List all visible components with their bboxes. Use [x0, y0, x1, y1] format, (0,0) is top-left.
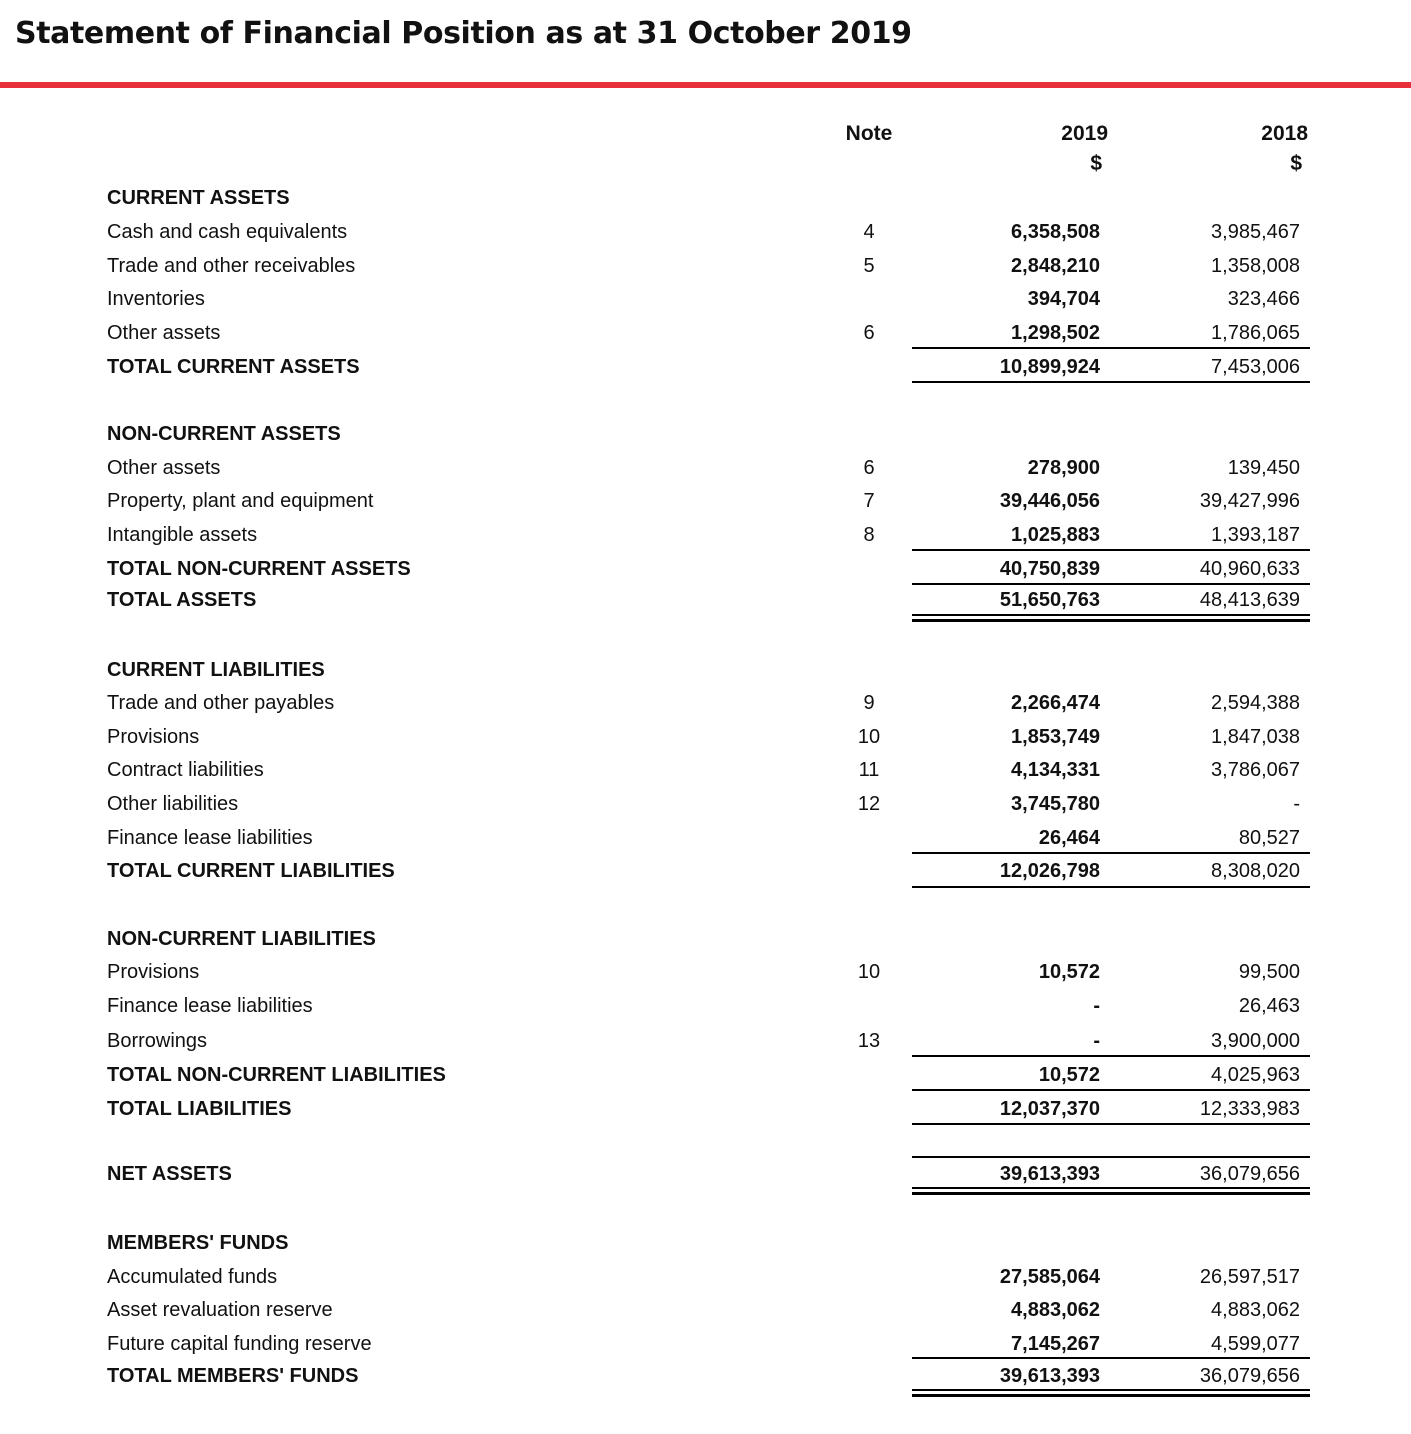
- row-label: TOTAL NON-CURRENT ASSETS: [107, 558, 411, 580]
- row-value-2019: 1,298,502: [1011, 322, 1100, 344]
- year-2018-header: 2018: [1261, 122, 1308, 145]
- table-row: [0, 656, 1411, 690]
- row-value-2018: 26,597,517: [1199, 1266, 1300, 1288]
- row-label: Intangible assets: [107, 524, 258, 546]
- row-value-2018: 4,025,963: [1211, 1064, 1300, 1086]
- row-note: 13: [857, 1030, 881, 1052]
- subtotal-rule: [912, 852, 1310, 854]
- row-value-2018: 99,500: [1238, 961, 1300, 983]
- table-row: [0, 958, 1411, 992]
- row-value-2019: 51,650,763: [999, 589, 1100, 611]
- row-value-2018: 1,847,038: [1211, 726, 1300, 748]
- row-label: CURRENT ASSETS: [107, 187, 290, 209]
- subtotal-rule: [912, 347, 1310, 349]
- row-value-2019: 27,585,064: [999, 1266, 1100, 1288]
- row-note: 7: [863, 490, 875, 512]
- row-value-2019: 1,025,883: [1011, 524, 1100, 546]
- subtotal-rule: [912, 1156, 1310, 1158]
- title-underline: [0, 82, 1411, 88]
- row-label: Asset revaluation reserve: [107, 1299, 333, 1321]
- row-label: NON-CURRENT LIABILITIES: [107, 928, 376, 950]
- row-value-2018: 3,786,067: [1211, 759, 1300, 781]
- table-row: [0, 252, 1411, 286]
- row-value-2019: 10,572: [1038, 1064, 1100, 1086]
- row-value-2018: 40,960,633: [1199, 558, 1300, 580]
- row-label: Finance lease liabilities: [107, 995, 313, 1017]
- table-row: [0, 992, 1411, 1026]
- row-value-2019: 4,883,062: [1011, 1299, 1100, 1321]
- double-rule-top: [912, 1187, 1310, 1189]
- row-note: 10: [857, 726, 881, 748]
- row-label: NET ASSETS: [107, 1163, 232, 1185]
- row-note: 12: [857, 793, 881, 815]
- total-rule: [912, 381, 1310, 383]
- row-label: Other assets: [107, 322, 221, 344]
- row-value-2019: 2,848,210: [1011, 255, 1100, 277]
- row-note: 6: [863, 322, 875, 344]
- table-row: [0, 420, 1411, 454]
- table-row: [0, 723, 1411, 757]
- double-rule-bottom: [912, 1394, 1310, 1397]
- row-label: MEMBERS' FUNDS: [107, 1232, 289, 1254]
- row-label: Trade and other receivables: [107, 255, 356, 277]
- row-value-2019: 26,464: [1038, 827, 1100, 849]
- row-value-2019: 278,900: [1027, 457, 1100, 479]
- row-value-2018: 7,453,006: [1211, 356, 1300, 378]
- total-rule: [912, 886, 1310, 888]
- row-label: Contract liabilities: [107, 759, 264, 781]
- subtotal-rule: [912, 1055, 1310, 1057]
- row-note: 8: [863, 524, 875, 546]
- row-value-2018: 3,985,467: [1211, 221, 1300, 243]
- table-row: [0, 454, 1411, 488]
- row-value-2018: 26,463: [1238, 995, 1300, 1017]
- table-row: [0, 1263, 1411, 1297]
- subtotal-rule: [912, 1357, 1310, 1359]
- double-rule-top: [912, 1389, 1310, 1391]
- row-note: 5: [863, 255, 875, 277]
- row-value-2018: 1,393,187: [1211, 524, 1300, 546]
- row-label: CURRENT LIABILITIES: [107, 659, 325, 681]
- row-label: Finance lease liabilities: [107, 827, 313, 849]
- row-value-2018: -: [1293, 793, 1300, 815]
- total-rule: [912, 1123, 1310, 1125]
- row-value-2018: 80,527: [1238, 827, 1300, 849]
- row-value-2018: 139,450: [1227, 457, 1300, 479]
- table-row: [0, 285, 1411, 319]
- currency-2019-header: $: [1090, 152, 1102, 175]
- row-label: TOTAL MEMBERS' FUNDS: [107, 1365, 359, 1387]
- subtotal-rule: [912, 1089, 1310, 1091]
- row-note: 6: [863, 457, 875, 479]
- row-label: TOTAL CURRENT LIABILITIES: [107, 860, 395, 882]
- page-title: Statement of Financial Position as at 31 October 2019: [15, 16, 912, 51]
- row-note: 10: [857, 961, 881, 983]
- double-rule-top: [912, 614, 1310, 616]
- year-2019-header: 2019: [1061, 122, 1108, 145]
- row-value-2018: 36,079,656: [1199, 1163, 1300, 1185]
- row-value-2018: 323,466: [1227, 288, 1300, 310]
- row-value-2019: 1,853,749: [1011, 726, 1100, 748]
- note-column-header: Note: [845, 122, 893, 145]
- row-value-2019: 12,026,798: [999, 860, 1100, 882]
- row-value-2018: 2,594,388: [1211, 692, 1300, 714]
- row-value-2019: 39,446,056: [999, 490, 1100, 512]
- row-value-2018: 4,599,077: [1211, 1333, 1300, 1355]
- table-row: [0, 756, 1411, 790]
- row-label: Provisions: [107, 961, 200, 983]
- row-label: Future capital funding reserve: [107, 1333, 372, 1355]
- row-label: TOTAL LIABILITIES: [107, 1098, 292, 1120]
- row-note: 4: [863, 221, 875, 243]
- row-value-2018: 4,883,062: [1211, 1299, 1300, 1321]
- row-value-2018: 12,333,983: [1199, 1098, 1300, 1120]
- row-label: Inventories: [107, 288, 205, 310]
- row-label: Trade and other payables: [107, 692, 335, 714]
- row-label: Cash and cash equivalents: [107, 221, 348, 243]
- row-note: 9: [863, 692, 875, 714]
- row-value-2019: 39,613,393: [999, 1163, 1100, 1185]
- table-row: [0, 925, 1411, 959]
- row-value-2018: 1,358,008: [1211, 255, 1300, 277]
- table-row: [0, 1229, 1411, 1263]
- table-row: [0, 790, 1411, 824]
- row-value-2019: 6,358,508: [1011, 221, 1100, 243]
- row-value-2019: 7,145,267: [1011, 1333, 1100, 1355]
- row-label: TOTAL NON-CURRENT LIABILITIES: [107, 1064, 446, 1086]
- row-value-2019: 10,572: [1038, 961, 1100, 983]
- row-label: NON-CURRENT ASSETS: [107, 423, 341, 445]
- row-value-2019: 12,037,370: [999, 1098, 1100, 1120]
- currency-2018-header: $: [1290, 152, 1302, 175]
- table-row: [0, 218, 1411, 252]
- row-value-2019: -: [1093, 995, 1100, 1017]
- row-label: Property, plant and equipment: [107, 490, 374, 512]
- row-value-2018: 3,900,000: [1211, 1030, 1300, 1052]
- row-value-2019: -: [1093, 1030, 1100, 1052]
- row-value-2019: 2,266,474: [1011, 692, 1100, 714]
- row-value-2018: 39,427,996: [1199, 490, 1300, 512]
- subtotal-rule: [912, 549, 1310, 551]
- row-value-2018: 8,308,020: [1211, 860, 1300, 882]
- row-label: Other liabilities: [107, 793, 239, 815]
- row-value-2018: 1,786,065: [1211, 322, 1300, 344]
- row-label: TOTAL ASSETS: [107, 589, 257, 611]
- row-label: Accumulated funds: [107, 1266, 278, 1288]
- row-value-2019: 3,745,780: [1011, 793, 1100, 815]
- table-row: [0, 487, 1411, 521]
- table-row: [0, 689, 1411, 723]
- row-label: TOTAL CURRENT ASSETS: [107, 356, 360, 378]
- double-rule-bottom: [912, 619, 1310, 622]
- row-value-2019: 394,704: [1027, 288, 1100, 310]
- row-label: Borrowings: [107, 1030, 208, 1052]
- row-label: Other assets: [107, 457, 221, 479]
- subtotal-rule: [912, 583, 1310, 585]
- table-row: [0, 184, 1411, 218]
- row-value-2018: 48,413,639: [1199, 589, 1300, 611]
- row-value-2019: 10,899,924: [999, 356, 1100, 378]
- row-note: 11: [858, 759, 880, 781]
- table-row: [0, 1296, 1411, 1330]
- row-label: Provisions: [107, 726, 200, 748]
- row-value-2019: 4,134,331: [1011, 759, 1100, 781]
- row-value-2019: 39,613,393: [999, 1365, 1100, 1387]
- double-rule-bottom: [912, 1192, 1310, 1195]
- row-value-2019: 40,750,839: [999, 558, 1100, 580]
- row-value-2018: 36,079,656: [1199, 1365, 1300, 1387]
